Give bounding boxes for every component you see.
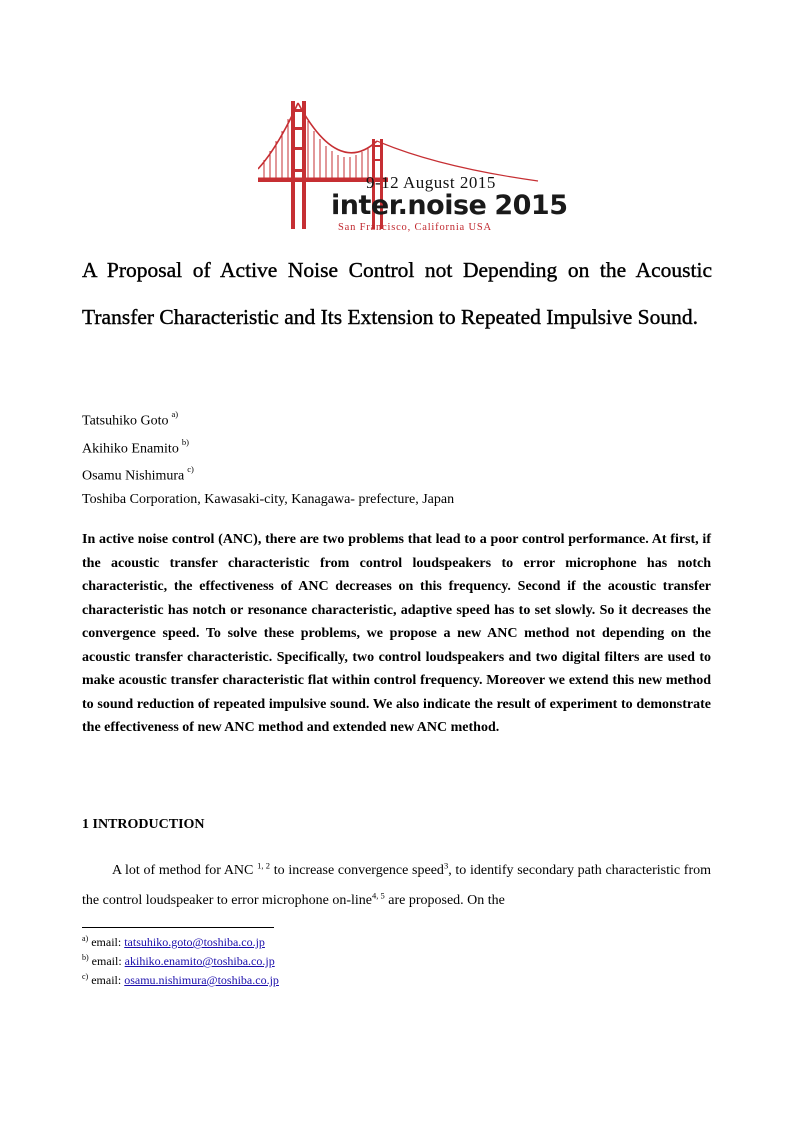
footnotes xyxy=(82,931,279,988)
intro-text: to increase convergence speed xyxy=(270,863,444,878)
conference-logo xyxy=(258,97,568,240)
intro-paragraph xyxy=(82,856,711,916)
footnote-label: email: xyxy=(91,954,125,968)
intro-text: , to identify secondary path characteristic from the control loudspeaker to error microphone on-line xyxy=(82,863,711,908)
footnote-mark: a) xyxy=(82,934,89,943)
email-link[interactable]: osamu.nishimura@toshiba.co.jp xyxy=(124,973,279,987)
citation: 1, 2 xyxy=(257,860,271,871)
footnote-label: email: xyxy=(91,973,125,987)
author-line xyxy=(82,405,454,433)
footnote xyxy=(82,931,279,950)
author-line xyxy=(82,460,454,488)
footnote-mark: b) xyxy=(82,953,89,962)
author-mark: a) xyxy=(171,409,179,419)
author-mark: c) xyxy=(187,464,194,475)
section-heading: 1 INTRODUCTION xyxy=(82,817,205,832)
citation: 3 xyxy=(443,860,449,871)
abstract: In active noise control (ANC), there are two problems that lead to a poor control performance. At first, if the acoustic transfer characteristic from control loudspeakers to error microphone has notch characteristic, the effectiveness of ANC decreases on this frequency. Second if the acoustic transfer characteristic has notch or resonance characteristic, adaptive speed has to set slowly. So it decreases the convergence speed. To solve these problems, we propose a new ANC method not depending on the acoustic transfer characteristic. Specifically, two control loudspeakers and two digital filters are used to make acoustic transfer characteristic flat within control frequency. Moreover we extend this new method to sound reduction of repeated impulsive sound. We also indicate the result of experiment to demonstrate the effectiveness of new ANC method and extended new ANC method. xyxy=(82,532,711,735)
affiliation: Toshiba Corporation, Kawasaki-city, Kanagawa- prefecture, Japan xyxy=(82,491,455,507)
brand-year: 2015 xyxy=(494,190,568,221)
footnote xyxy=(82,950,279,969)
conference-name xyxy=(331,190,567,221)
author-block xyxy=(82,405,454,511)
citation: 4, 5 xyxy=(372,890,385,901)
email-link[interactable]: akihiko.enamito@toshiba.co.jp xyxy=(124,954,275,968)
conference-dates: 9-12 August 2015 xyxy=(366,173,496,192)
footnote xyxy=(82,969,279,988)
footnote-divider xyxy=(82,927,274,928)
author-line xyxy=(82,433,454,461)
brand-name: inter.noise xyxy=(331,190,487,221)
intro-text: A lot of method for ANC xyxy=(112,863,258,878)
intro-text: are proposed. On the xyxy=(384,893,505,908)
author-name: Tatsuhiko Goto xyxy=(82,413,169,429)
conference-location: San Francisco, California USA xyxy=(338,222,492,233)
paper-title: A Proposal of Active Noise Control not Depending on the Acoustic Transfer Characteristic and Its Extension to Repeated Impulsive Sound. xyxy=(82,258,712,329)
author-mark: b) xyxy=(181,436,189,447)
email-link[interactable]: tatsuhiko.goto@toshiba.co.jp xyxy=(124,935,265,949)
footnote-label: email: xyxy=(91,935,125,949)
author-name: Akihiko Enamito xyxy=(82,441,179,457)
author-name: Osamu Nishimura xyxy=(82,468,185,484)
footnote-mark: c) xyxy=(82,972,89,981)
